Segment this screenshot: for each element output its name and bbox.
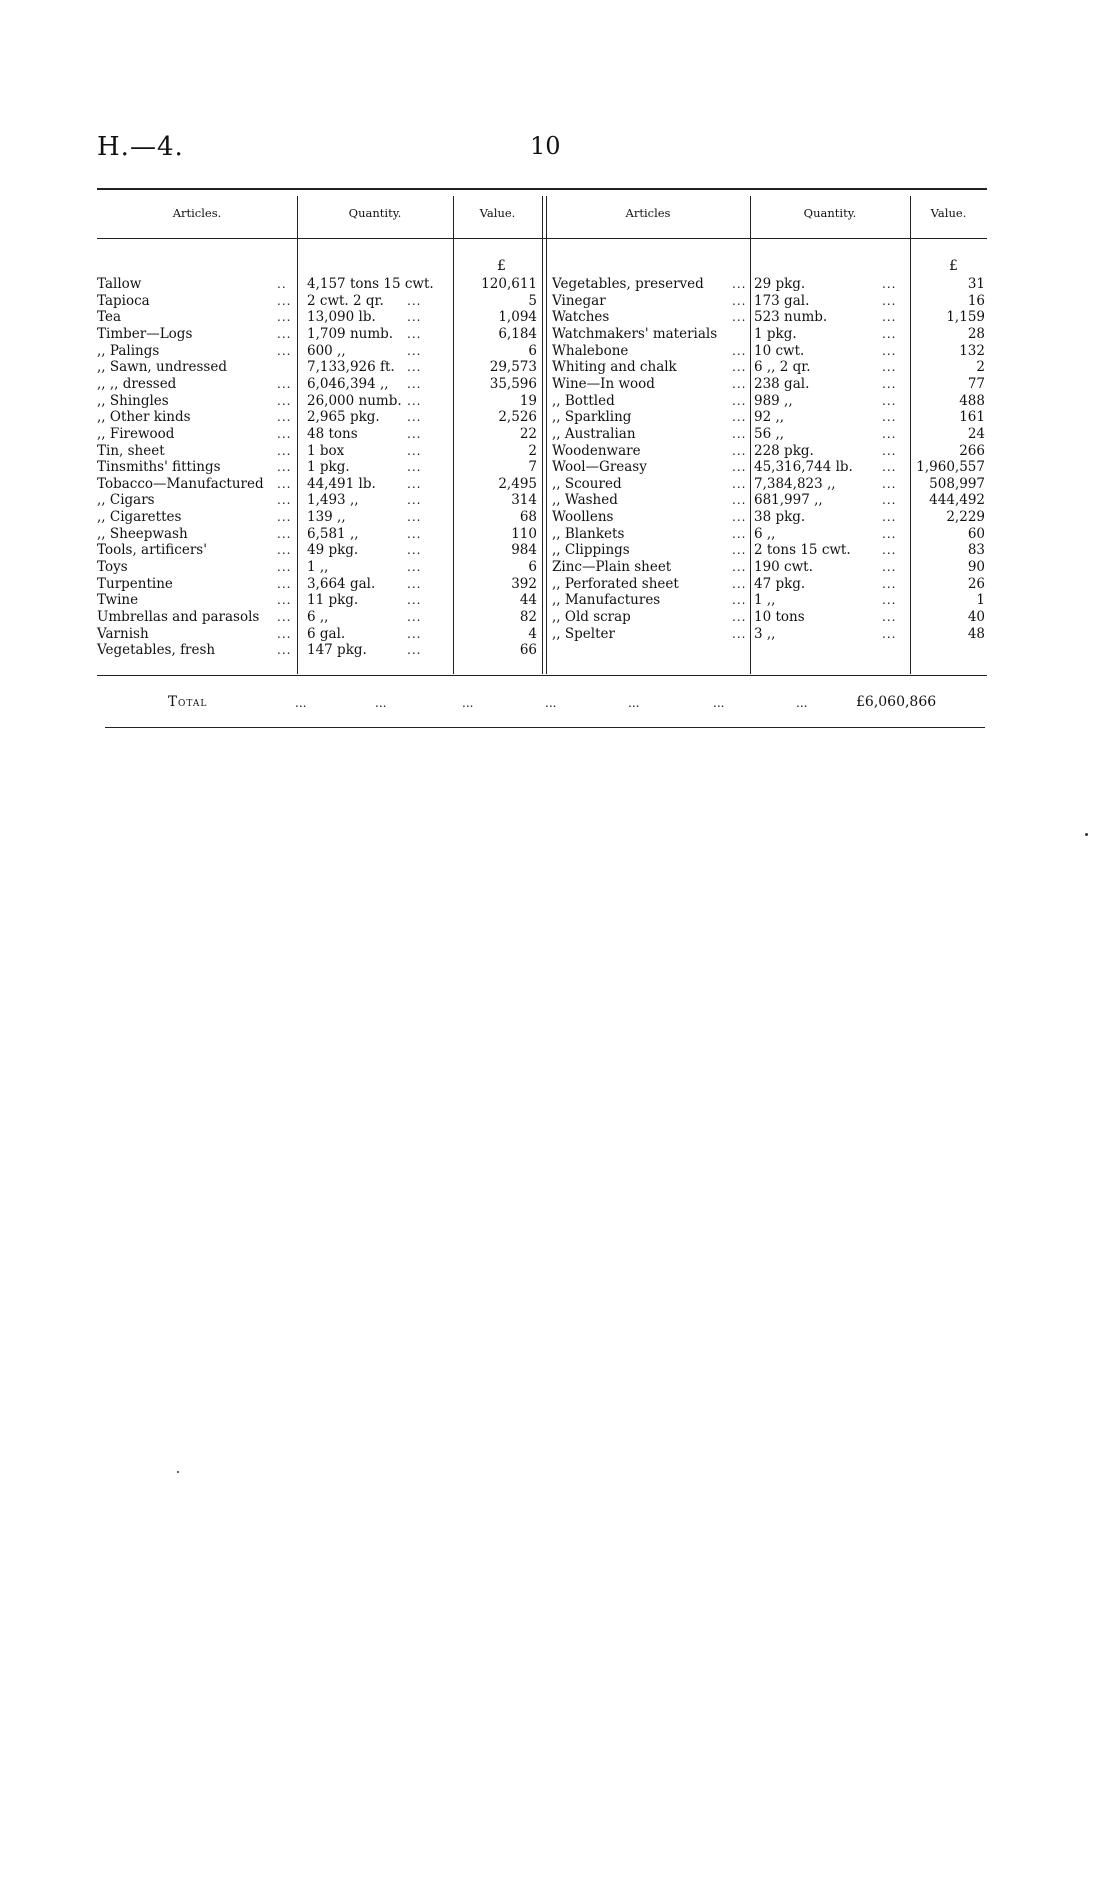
table-row [552, 459, 985, 475]
total-value: £6,060,866 [856, 694, 937, 710]
quantity-cell: 2 tons 15 cwt. [754, 542, 851, 559]
leader-dots: ... [732, 493, 747, 508]
leader-dots: ... [732, 526, 747, 541]
leader-dots: ... [277, 310, 292, 325]
quantity-cell: 56 ,, [754, 425, 785, 442]
leader-dots: ... [277, 543, 292, 558]
value-cell: 266 [959, 442, 985, 459]
quantity-cell: 7,133,926 ft. [307, 359, 395, 376]
leader-dots: ... [277, 610, 292, 624]
leader-dots: ... [882, 393, 897, 408]
article-cell: Umbrellas and parasols [97, 609, 260, 625]
table-row [97, 542, 537, 558]
article-cell: ,, Other kinds [97, 409, 191, 426]
article-cell: ,, Perforated sheet [552, 575, 679, 592]
table-row [552, 476, 985, 492]
table-row [552, 576, 985, 592]
leader-dots: ... [882, 293, 897, 308]
leader-dots: ... [732, 626, 747, 641]
leader-dots: ... [277, 510, 292, 525]
leader-dots: ... [732, 443, 747, 458]
leader-dots: ... [407, 360, 422, 375]
value-cell: 444,492 [929, 492, 985, 509]
leader-dots: ... [407, 493, 422, 508]
table-row [552, 526, 985, 542]
value-cell: 6,184 [498, 325, 537, 342]
leader-dots: ... [882, 576, 897, 591]
article-cell: ,, Firewood [97, 425, 175, 442]
value-cell: 5 [528, 292, 537, 309]
value-cell: 984 [511, 542, 537, 559]
leader-dots: ... [732, 343, 747, 358]
leader-dots: ... [277, 593, 292, 608]
leader-dots: ... [882, 343, 897, 358]
quantity-cell: 49 pkg. [307, 542, 359, 559]
leader-dots: ... [732, 510, 747, 525]
leader-dots: ... [277, 410, 292, 425]
article-cell: Wine—In wood [552, 375, 655, 392]
value-cell: 4 [528, 625, 537, 642]
value-cell: 161 [959, 409, 985, 426]
currency-symbol-left: £ [497, 258, 506, 274]
quantity-cell: 48 tons [307, 425, 358, 442]
table-row [97, 476, 537, 492]
table-row [552, 309, 985, 325]
leader-dots: ... [882, 326, 897, 341]
header-articles-left: Articles. [172, 206, 222, 220]
quantity-cell: 2 cwt. 2 qr. [307, 292, 384, 309]
article-cell: ,, Sparkling [552, 409, 632, 426]
leader-dots: ... [407, 393, 422, 408]
table-row [97, 642, 537, 658]
quantity-cell: 523 numb. [754, 309, 828, 326]
table-row [97, 576, 537, 592]
table-row [552, 542, 985, 558]
article-cell: ,, Sheepwash [97, 525, 188, 542]
table-row [97, 559, 537, 575]
leader-dots: ... [732, 610, 747, 624]
currency-symbol-right: £ [949, 258, 958, 274]
quantity-cell: 6,046,394 ,, [307, 375, 389, 392]
article-cell: ,, Cigarettes [97, 509, 182, 526]
leader-dots: ... [407, 610, 422, 624]
table-row [97, 326, 537, 342]
article-cell: Watches [552, 309, 610, 326]
leader-dots: ... [407, 576, 422, 591]
quantity-cell: 92 ,, [754, 409, 785, 426]
table-row [552, 293, 985, 309]
quantity-cell: 1,709 numb. [307, 325, 394, 342]
value-cell: 31 [967, 276, 985, 292]
article-cell: ,, Old scrap [552, 609, 631, 625]
quantity-cell: 6 ,, 2 qr. [754, 359, 811, 376]
total-leader-dots: ... [545, 696, 557, 710]
table-row [97, 376, 537, 392]
value-cell: 28 [967, 325, 985, 342]
leader-dots: ... [732, 426, 747, 441]
article-cell: Tinsmiths' fittings [97, 459, 221, 476]
article-cell: Toys [97, 559, 128, 576]
quantity-cell: 38 pkg. [754, 509, 806, 526]
article-cell: Tin, sheet [97, 442, 165, 459]
value-cell: 7 [528, 459, 537, 476]
table-row [97, 409, 537, 425]
leader-dots: ... [882, 610, 897, 624]
leader-dots: ... [407, 443, 422, 458]
leader-dots: ... [407, 626, 422, 641]
document-id: H.—4. [97, 132, 184, 162]
table-row [552, 276, 985, 292]
scan-speck [1085, 833, 1088, 836]
leader-dots: ... [732, 310, 747, 325]
leader-dots: ... [732, 410, 747, 425]
value-cell: 26 [967, 575, 985, 592]
value-cell: 6 [528, 342, 537, 359]
value-cell: 77 [967, 375, 985, 392]
article-cell: Woollens [552, 509, 614, 526]
leader-dots: ... [407, 426, 422, 441]
leader-dots: ... [882, 277, 897, 291]
leader-dots: ... [732, 576, 747, 591]
quantity-cell: 1,493 ,, [307, 492, 359, 509]
leader-dots: ... [407, 293, 422, 308]
table-row [97, 459, 537, 475]
article-cell: ,, Bottled [552, 392, 615, 409]
value-cell: 66 [519, 642, 537, 659]
quantity-cell: 45,316,744 lb. [754, 459, 853, 476]
quantity-cell: 190 cwt. [754, 559, 813, 576]
value-cell: 44 [519, 592, 537, 609]
table-row [97, 526, 537, 542]
total-leader-dots: ... [713, 696, 725, 710]
quantity-cell: 6 gal. [307, 625, 346, 642]
quantity-cell: 173 gal. [754, 292, 810, 309]
leader-dots: ... [732, 360, 747, 375]
leader-dots: ... [277, 560, 292, 575]
value-cell: 24 [967, 425, 985, 442]
header-quantity-right: Quantity. [803, 206, 857, 220]
quantity-cell: 44,491 lb. [307, 475, 376, 492]
article-cell: Tallow [97, 276, 142, 292]
quantity-cell: 238 gal. [754, 375, 810, 392]
quantity-cell: 6 ,, [307, 609, 329, 625]
table-row [97, 443, 537, 459]
quantity-cell: 1 ,, [754, 592, 776, 609]
article-cell: Woodenware [552, 442, 641, 459]
quantity-cell: 3 ,, [754, 625, 776, 642]
quantity-cell: 13,090 lb. [307, 309, 376, 326]
quantity-cell: 29 pkg. [754, 276, 806, 292]
value-cell: 508,997 [929, 475, 985, 492]
table-row [552, 559, 985, 575]
article-cell: Vegetables, preserved [552, 276, 704, 292]
table-row [97, 492, 537, 508]
article-cell: ,, Scoured [552, 475, 622, 492]
value-cell: 1,094 [498, 309, 537, 326]
leader-dots: ... [732, 293, 747, 308]
value-cell: 19 [519, 392, 537, 409]
leader-dots: ... [882, 443, 897, 458]
quantity-cell: 139 ,, [307, 509, 346, 526]
value-cell: 35,596 [489, 375, 537, 392]
table-row [552, 359, 985, 375]
article-cell: Vinegar [552, 292, 606, 309]
article-cell: Tools, artificers' [97, 542, 207, 559]
table-row [97, 509, 537, 525]
leader-dots: ... [277, 460, 292, 475]
leader-dots: ... [407, 643, 422, 658]
article-cell: Wool—Greasy [552, 459, 647, 476]
leader-dots: ... [407, 560, 422, 575]
article-cell: Vegetables, fresh [97, 642, 216, 659]
quantity-cell: 681,997 ,, [754, 492, 823, 509]
value-cell: 82 [519, 609, 537, 625]
article-cell: ,, Clippings [552, 542, 630, 559]
table-row [552, 592, 985, 608]
leader-dots: ... [732, 460, 747, 475]
table-row [552, 376, 985, 392]
imports-table [97, 188, 987, 672]
quantity-cell: 2,965 pkg. [307, 409, 380, 426]
leader-dots: ... [882, 460, 897, 475]
table-row [552, 626, 985, 642]
table-row [97, 609, 537, 625]
article-cell: ,, Cigars [97, 492, 155, 509]
leader-dots: ... [277, 326, 292, 341]
table-row [552, 609, 985, 625]
scan-speck [177, 1471, 179, 1473]
leader-dots: ... [732, 393, 747, 408]
leader-dots: ... [277, 343, 292, 358]
leader-dots: ... [277, 576, 292, 591]
value-cell: 40 [967, 609, 985, 625]
value-cell: 60 [967, 525, 985, 542]
leader-dots: ... [277, 526, 292, 541]
article-cell: ,, Washed [552, 492, 618, 509]
article-cell: Watchmakers' materials [552, 325, 718, 342]
leader-dots: ... [407, 310, 422, 325]
quantity-cell: 147 pkg. [307, 642, 367, 659]
article-cell: Tobacco—Manufactured [97, 475, 264, 492]
quantity-cell: 47 pkg. [754, 575, 806, 592]
leader-dots: ... [407, 476, 422, 491]
leader-dots: .. [277, 277, 287, 291]
page-number: 10 [530, 132, 561, 160]
article-cell: ,, Australian [552, 425, 636, 442]
leader-dots: ... [277, 376, 292, 391]
value-cell: 1,159 [946, 309, 985, 326]
value-cell: 68 [519, 509, 537, 526]
leader-dots: ... [732, 543, 747, 558]
article-cell: ,, Shingles [97, 392, 169, 409]
leader-dots: ... [732, 476, 747, 491]
leader-dots: ... [732, 560, 747, 575]
total-label: Total [168, 694, 208, 710]
quantity-cell: 228 pkg. [754, 442, 814, 459]
leader-dots: ... [732, 376, 747, 391]
article-cell: Timber—Logs [97, 325, 193, 342]
quantity-cell: 11 pkg. [307, 592, 359, 609]
article-cell: Zinc—Plain sheet [552, 559, 672, 576]
leader-dots: ... [882, 493, 897, 508]
leader-dots: ... [277, 443, 292, 458]
table-top-rule [97, 188, 987, 190]
value-cell: 2 [976, 359, 985, 376]
value-cell: 83 [967, 542, 985, 559]
leader-dots: ... [882, 310, 897, 325]
article-cell: ,, Blankets [552, 525, 625, 542]
quantity-cell: 10 tons [754, 609, 805, 625]
table-row [552, 393, 985, 409]
value-cell: 22 [519, 425, 537, 442]
value-cell: 6 [528, 559, 537, 576]
table-row [552, 509, 985, 525]
leader-dots: ... [407, 593, 422, 608]
leader-dots: ... [882, 360, 897, 375]
header-quantity-left: Quantity. [348, 206, 402, 220]
leader-dots: ... [882, 426, 897, 441]
leader-dots: ... [277, 643, 292, 658]
quantity-cell: 10 cwt. [754, 342, 805, 359]
col-divider-center-2 [546, 196, 547, 674]
quantity-cell: 4,157 tons 15 cwt. [307, 276, 434, 292]
article-cell: ,, ,, dressed [97, 375, 177, 392]
leader-dots: ... [882, 476, 897, 491]
value-cell: 488 [959, 392, 985, 409]
leader-dots: ... [882, 560, 897, 575]
total-leader-dots: ... [628, 696, 640, 710]
value-cell: 110 [511, 525, 537, 542]
value-cell: 2,526 [498, 409, 537, 426]
table-row [552, 343, 985, 359]
quantity-cell: 3,664 gal. [307, 575, 376, 592]
total-leader-dots: ... [295, 696, 307, 710]
table-row [97, 309, 537, 325]
value-cell: 48 [967, 625, 985, 642]
leader-dots: ... [882, 526, 897, 541]
leader-dots: ... [407, 460, 422, 475]
table-row [552, 409, 985, 425]
leader-dots: ... [407, 326, 422, 341]
leader-dots: ... [407, 376, 422, 391]
quantity-cell: 6 ,, [754, 525, 776, 542]
total-leader-dots: ... [462, 696, 474, 710]
value-cell: 16 [967, 292, 985, 309]
value-cell: 29,573 [489, 359, 537, 376]
leader-dots: ... [407, 526, 422, 541]
leader-dots: ... [407, 543, 422, 558]
leader-dots: ... [882, 410, 897, 425]
leader-dots: ... [732, 277, 747, 291]
leader-dots: ... [882, 593, 897, 608]
article-cell: Whalebone [552, 342, 629, 359]
leader-dots: ... [407, 410, 422, 425]
value-cell: 2,495 [498, 475, 537, 492]
quantity-cell: 600 ,, [307, 342, 346, 359]
article-cell: ,, Spelter [552, 625, 615, 642]
table-row [97, 359, 537, 375]
quantity-cell: 1 ,, [307, 559, 329, 576]
table-row [552, 443, 985, 459]
table-row [97, 393, 537, 409]
table-row [552, 426, 985, 442]
total-bottom-rule [105, 727, 985, 728]
quantity-cell: 6,581 ,, [307, 525, 359, 542]
leader-dots: ... [277, 476, 292, 491]
quantity-cell: 989 ,, [754, 392, 793, 409]
leader-dots: ... [407, 510, 422, 525]
leader-dots: ... [407, 343, 422, 358]
leader-dots: ... [277, 393, 292, 408]
total-leader-dots: ... [375, 696, 387, 710]
article-cell: Tapioca [97, 292, 150, 309]
value-cell: 314 [511, 492, 537, 509]
leader-dots: ... [277, 426, 292, 441]
article-cell: ,, Manufactures [552, 592, 661, 609]
leader-dots: ... [882, 510, 897, 525]
value-cell: 392 [511, 575, 537, 592]
table-row [97, 293, 537, 309]
quantity-cell: 26,000 numb. [307, 392, 402, 409]
table-row [97, 343, 537, 359]
article-cell: ,, Sawn, undressed [97, 359, 227, 376]
quantity-cell: 1 pkg. [754, 325, 797, 342]
table-row [97, 626, 537, 642]
value-cell: 1 [976, 592, 985, 609]
header-value-right: Value. [930, 206, 967, 220]
leader-dots: ... [882, 376, 897, 391]
header-articles-right: Articles [625, 206, 671, 220]
leader-dots: ... [277, 626, 292, 641]
leader-dots: ... [882, 626, 897, 641]
value-cell: 120,611 [481, 276, 537, 292]
value-cell: 2 [528, 442, 537, 459]
table-row [97, 592, 537, 608]
quantity-cell: 1 box [307, 442, 345, 459]
leader-dots: ... [277, 293, 292, 308]
article-cell: Tea [97, 309, 121, 326]
value-cell: 2,229 [946, 509, 985, 526]
col-divider-center [542, 196, 543, 674]
quantity-cell: 1 pkg. [307, 459, 350, 476]
article-cell: Twine [97, 592, 139, 609]
article-cell: ,, Palings [97, 342, 160, 359]
article-cell: Turpentine [97, 575, 173, 592]
article-cell: Varnish [97, 625, 149, 642]
table-row [552, 492, 985, 508]
leader-dots: ... [882, 543, 897, 558]
table-row [552, 326, 985, 342]
table-row [97, 426, 537, 442]
header-value-left: Value. [479, 206, 516, 220]
leader-dots: ... [277, 493, 292, 508]
total-leader-dots: ... [796, 696, 808, 710]
leader-dots: ... [732, 593, 747, 608]
value-cell: 90 [967, 559, 985, 576]
table-bottom-rule [97, 675, 987, 676]
quantity-cell: 7,384,823 ,, [754, 475, 836, 492]
value-cell: 1,960,557 [916, 459, 985, 476]
article-cell: Whiting and chalk [552, 359, 677, 376]
table-row [97, 276, 537, 292]
value-cell: 132 [959, 342, 985, 359]
